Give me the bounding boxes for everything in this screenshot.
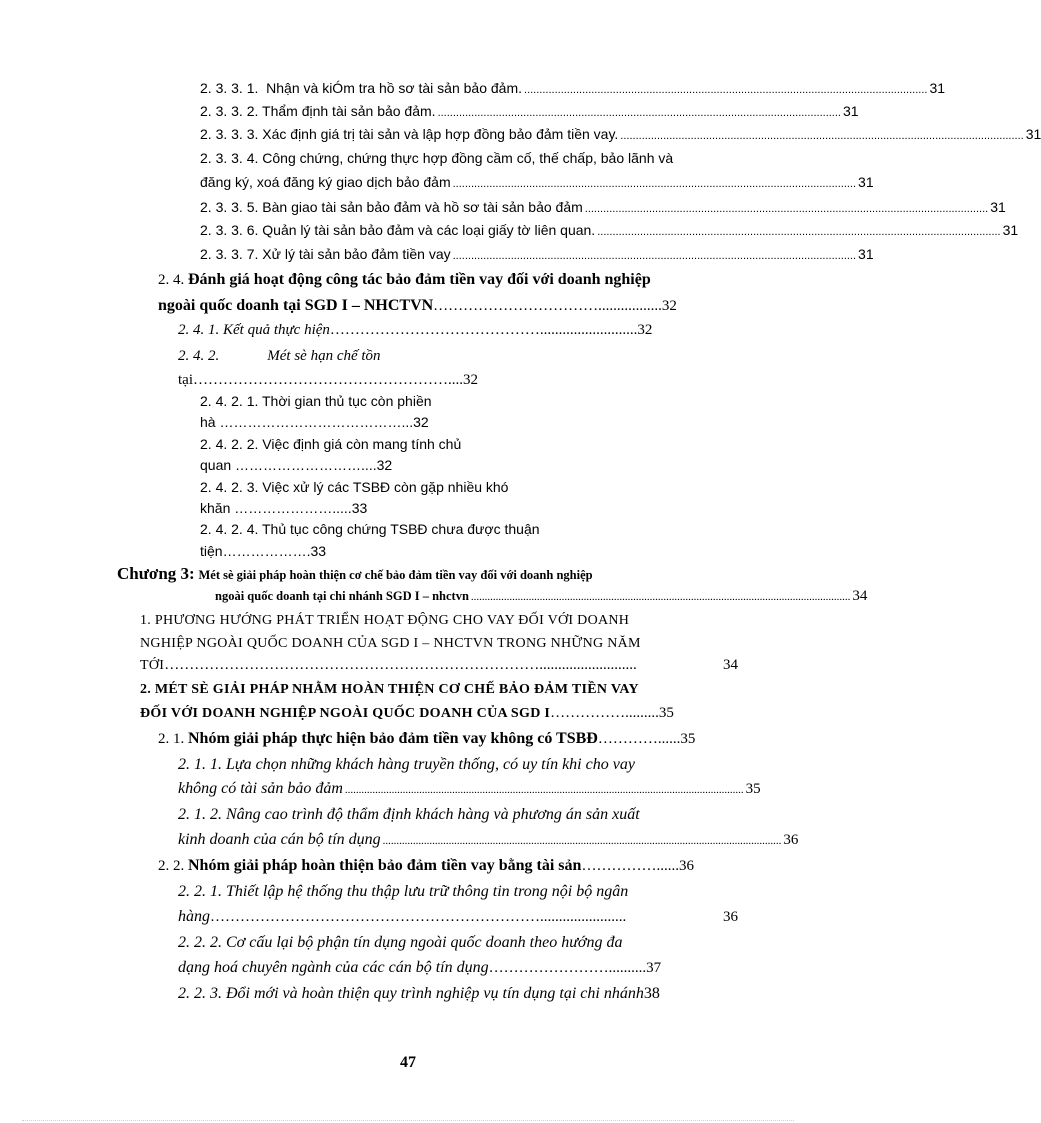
toc-entry-2-2-2-line1: 2. 2. 2. Cơ cấu lại bộ phận tín dụng ngoài quốc doanh theo hướng đa	[178, 934, 623, 951]
toc-section-2-4-line1: 2. 4. Đánh giá hoạt động công tác bảo đảm tiền vay đối với doanh nghiệp	[158, 271, 651, 288]
toc-entry-2-4-2-1-line1: 2. 4. 2. 1. Thời gian thủ tục còn phiền	[200, 393, 432, 409]
toc-group-2-1: 2. 1. Nhóm giải pháp thực hiện bảo đảm tiền vay không có TSBĐ …………...... 35	[158, 730, 696, 747]
page-number: 47	[400, 1054, 416, 1071]
toc-entry-2-1-2-line1: 2. 1. 2. Nâng cao trình độ thẩm định khách hàng và phương án sản xuất	[178, 806, 640, 823]
toc-entry-2-2-3: 2. 2. 3. Đổi mới và hoàn thiện quy trình nghiệp vụ tín dụng tại chi nhánh38	[178, 985, 660, 1002]
toc-part-1-line1: 1. PHƯƠNG HƯỚNG PHÁT TRIỂN HOẠT ĐỘNG CHO VAY ĐỐI VỚI DOANH	[140, 613, 630, 628]
toc-entry-2-4-2-4-line1: 2. 4. 2. 4. Thủ tục công chứng TSBĐ chưa được thuận	[200, 521, 540, 537]
toc-entry-2-3-3-3: 2. 3. 3. 3. Xác định giá trị tài sản và lập hợp đồng bảo đảm tiền vay. .................................................................................................................................... 31	[200, 126, 1041, 142]
toc-entry-2-4-2-1-line2: hà …………………………………...32	[200, 414, 429, 430]
toc-entry-2-3-3-2: 2. 3. 3. 2. Thẩm định tài sản bảo đảm. .................................................................................................................................... 31	[200, 103, 859, 119]
toc-chapter-3-line1: Chương 3: Mét sè giải pháp hoàn thiện cơ chế bảo đảm tiền vay đối với doanh nghiệp	[117, 564, 593, 583]
toc-entry-2-3-3-6: 2. 3. 3. 6. Quản lý tài sản bảo đảm và các loại giấy tờ liên quan. .................................................................................................................................... 31	[200, 222, 1019, 238]
toc-entry-2-2-2-line2: dạng hoá chuyên ngành của các cán bộ tín dụng …………………….......... 37	[178, 959, 662, 976]
toc-entry-2-4-2-2-line1: 2. 4. 2. 2. Việc định giá còn mang tính chủ	[200, 436, 462, 452]
toc-part-2-line2: ĐỐI VỚI DOANH NGHIỆP NGOÀI QUỐC DOANH CỦA SGD I ……………......... 35	[140, 705, 674, 721]
toc-entry-2-4-2-3-line2: khăn ………………….....33	[200, 500, 368, 516]
toc-entry-2-4-2-3-line1: 2. 4. 2. 3. Việc xử lý các TSBĐ còn gặp nhiều khó	[200, 479, 509, 495]
toc-group-2-2: 2. 2. Nhóm giải pháp hoàn thiện bảo đảm tiền vay bằng tài sản ……………...... 36	[158, 857, 694, 874]
toc-part-1-line3: TỚI ………………………………………………………………….......................... 34	[140, 657, 738, 673]
toc-section-2-4-line2: ngoài quốc doanh tại SGD I – NHCTVN ……………………………................. 32	[158, 297, 677, 314]
page-bottom-divider	[22, 1120, 794, 1121]
toc-entry-2-3-3-5: 2. 3. 3. 5. Bàn giao tài sản bảo đảm và hồ sơ tài sản bảo đảm .................................................................................................................................... 31	[200, 199, 1006, 215]
toc-entry-2-1-1-line2: không có tài sản bảo đảm ................................................................................................................................................. 35	[178, 780, 761, 797]
toc-entry-2-4-1: 2. 4. 1. Kết quả thực hiện …………………………………….......................... 32	[178, 322, 653, 338]
toc-entry-2-4-2-4-line2: tiện……………….33	[200, 543, 327, 559]
toc-entry-2-3-3-1: 2. 3. 3. 1. Nhận và kiÓm tra hồ sơ tài sản bảo đảm. .................................................................................................................................... 31	[200, 80, 946, 96]
toc-entry-2-1-2-line2: kinh doanh của cán bộ tín dụng ................................................................................................................................................. 36	[178, 831, 799, 848]
toc-entry-2-2-1-line1: 2. 2. 1. Thiết lập hệ thống thu thập lưu trữ thông tin trong nội bộ ngân	[178, 883, 629, 900]
toc-entry-2-3-3-4-line1: 2. 3. 3. 4. Công chứng, chứng thực hợp đồng cầm cố, thế chấp, bảo lãnh và	[200, 150, 674, 166]
toc-part-1-line2: NGHIỆP NGOÀI QUỐC DOANH CỦA SGD I – NHCTVN TRONG NHỮNG NĂM	[140, 636, 641, 651]
toc-entry-2-4-2-2-line2: quan ………………………....32	[200, 457, 393, 473]
toc-chapter-3-line2: ngoài quốc doanh tại chi nhánh SGD I – nhctvn .......................................................................................................................................... 34	[215, 588, 868, 604]
toc-entry-2-4-2-line1: 2. 4. 2. Mét sè hạn chế tồn	[178, 348, 381, 364]
toc-entry-2-4-2-line2: tại……………………………………………....32	[178, 372, 478, 388]
toc-entry-2-3-3-7: 2. 3. 3. 7. Xử lý tài sản bảo đảm tiền vay .................................................................................................................................... 31	[200, 246, 874, 262]
toc-entry-2-2-1-line2: hàng …………………………………………………………....................... 36	[178, 908, 738, 925]
toc-part-2-line1: 2. MÉT SÈ GIẢI PHÁP NHẰM HOÀN THIỆN CƠ CHẾ BẢO ĐẢM TIỀN VAY	[140, 682, 639, 697]
toc-entry-2-3-3-4-line2: đăng ký, xoá đăng ký giao dịch bảo đảm .................................................................................................................................... 31	[200, 174, 874, 190]
toc-entry-2-1-1-line1: 2. 1. 1. Lựa chọn những khách hàng truyền thống, có uy tín khi cho vay	[178, 756, 635, 773]
